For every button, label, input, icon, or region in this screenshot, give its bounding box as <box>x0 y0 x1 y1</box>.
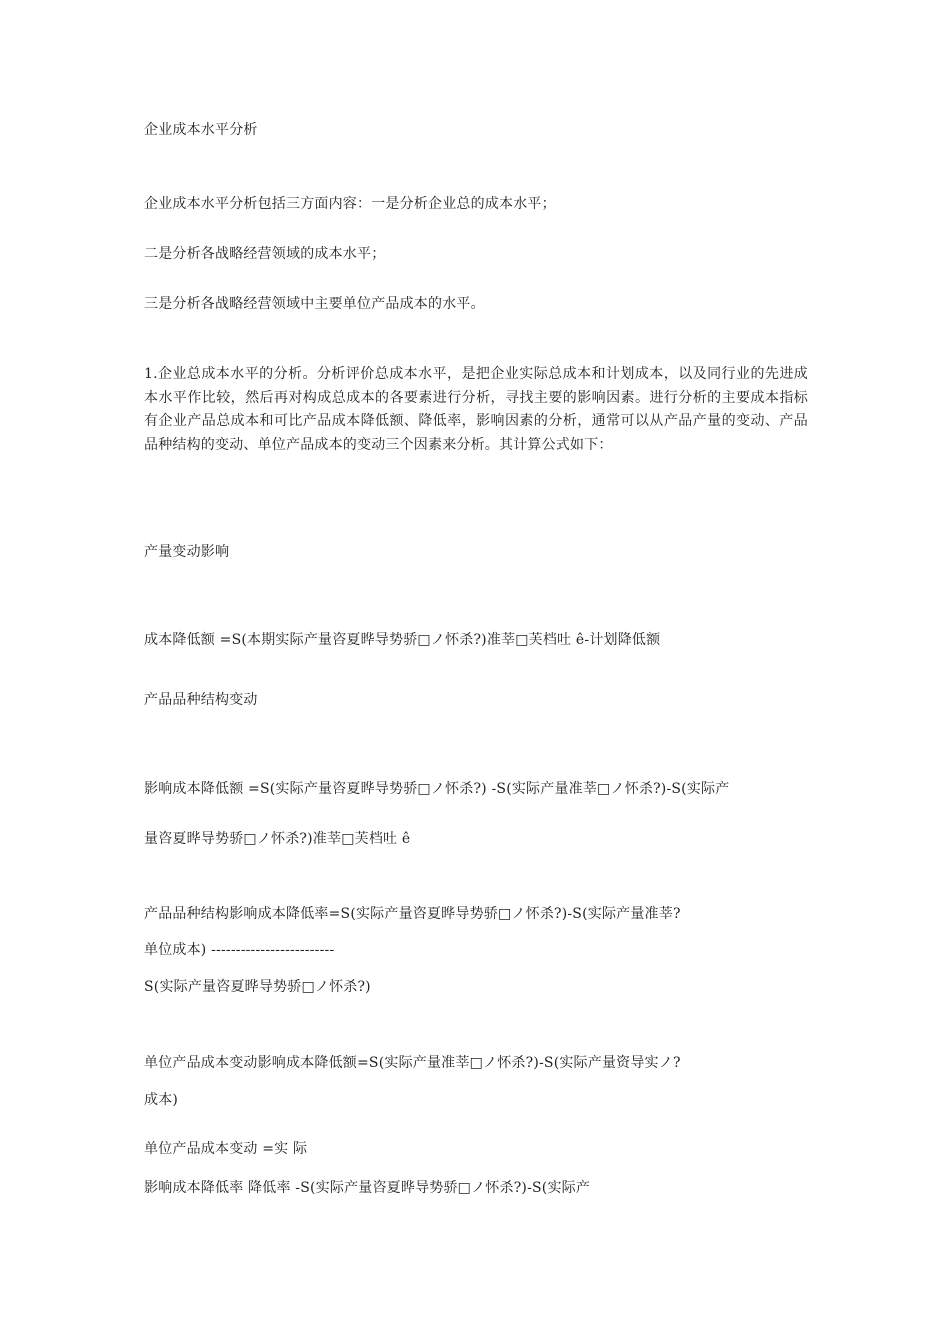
formula-unit-cost-line-3: 单位产品成本变动 =实 际 <box>144 1141 308 1157</box>
formula-mix-line-2: 量咨夏晔导势骄□ノ怀杀?)准莘□芙档吐 ê <box>144 831 411 847</box>
heading-product-mix: 产品品种结构变动 <box>144 692 258 708</box>
formula-unit-cost-line-1: 单位产品成本变动影响成本降低额=S(实际产量准莘□ノ怀杀?)-S(实际产量资导实ノ? <box>144 1055 681 1071</box>
formula-unit-cost-line-2: 成本) <box>144 1092 179 1108</box>
intro-line-1: 企业成本水平分析包括三方面内容：一是分析企业总的成本水平； <box>144 196 556 212</box>
intro-line-3: 三是分析各战略经营领域中主要单位产品成本的水平。 <box>144 296 485 312</box>
formula-mix-rate-line-3: S(实际产量咨夏晔导势骄□ノ怀杀?) <box>144 979 371 995</box>
formula-output-change: 成本降低额 =S(本期实际产量咨夏晔导势骄□ノ怀杀?)准莘□芙档吐 ê-计划降低额 <box>144 632 661 648</box>
formula-unit-cost-line-4: 影响成本降低率 降低率 -S(实际产量咨夏晔导势骄□ノ怀杀?)-S(实际产 <box>144 1180 591 1196</box>
intro-line-2: 二是分析各战略经营领域的成本水平； <box>144 246 386 262</box>
formula-mix-rate-line-2: 单位成本) ------------------------- <box>144 942 335 958</box>
formula-mix-line-1: 影响成本降低额 =S(实际产量咨夏晔导势骄□ノ怀杀?) -S(实际产量准莘□ノ怀杀?)-S(实际产 <box>144 781 730 797</box>
heading-output-change: 产量变动影响 <box>144 544 230 560</box>
formula-mix-rate-line-1: 产品品种结构影响成本降低率=S(实际产量咨夏晔导势骄□ノ怀杀?)-S(实际产量准莘? <box>144 906 681 922</box>
document-title: 企业成本水平分析 <box>144 122 258 138</box>
paragraph-total-cost: 1.企业总成本水平的分析。分析评价总成本水平，是把企业实际总成本和计划成本，以及同行业的先进成本水平作比较，然后再对构成总成本的各要素进行分析，寻找主要的影响因素。进行分析的主要成本指标有企业产品总成本和可比产品成本降低额、降低率，影响因素的分析，通常可以从产品产量的变动、产品品种结构的变动、单位产品成本的变动三个因素来分析。其计算公式如下： <box>144 366 808 453</box>
